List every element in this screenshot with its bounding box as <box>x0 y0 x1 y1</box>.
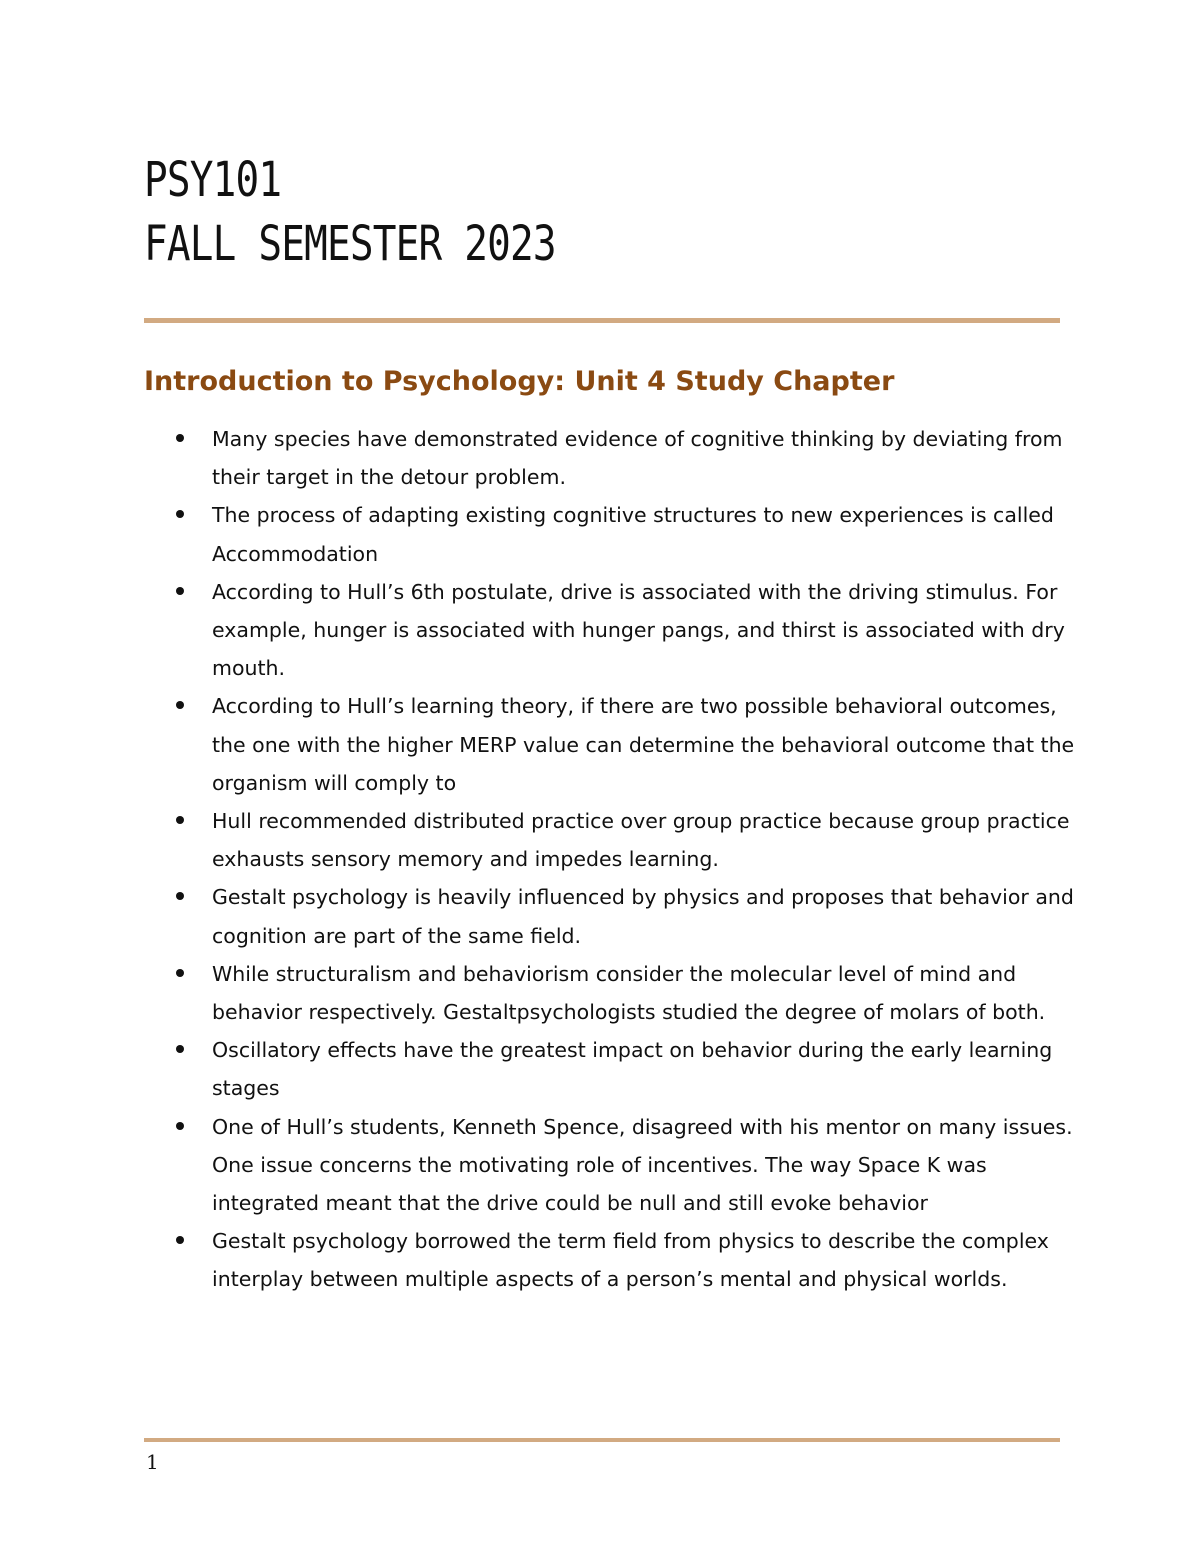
list-item <box>176 802 1076 878</box>
list-item-text: Hull recommended distributed practice over group practice because group practice exhausts sensory memory and impedes learning. <box>212 809 1070 872</box>
list-item <box>176 687 1076 802</box>
list-item <box>176 955 1076 1031</box>
bullet-icon <box>176 701 184 709</box>
footer-divider <box>144 1438 1060 1442</box>
list-item-text: According to Hull’s 6th postulate, drive is associated with the driving stimulus. For example, hunger is associated with hunger pangs, and thirst is associated with dry mouth. <box>212 579 1065 681</box>
list-item <box>176 420 1076 496</box>
bullet-icon <box>176 969 184 977</box>
bullet-icon <box>176 587 184 595</box>
list-item <box>176 1108 1076 1223</box>
bullet-icon <box>176 1236 184 1244</box>
header-divider <box>144 318 1060 323</box>
bullet-icon <box>176 816 184 824</box>
list-item <box>176 573 1076 688</box>
bullet-icon <box>176 510 184 518</box>
list-item-text: While structuralism and behaviorism consider the molecular level of mind and behavior respectively. Gestaltpsychologists studied the degree of molars of both. <box>212 961 1046 1025</box>
bullet-icon <box>176 892 184 900</box>
course-code: PSY101 <box>144 152 282 208</box>
list-item-text: Gestalt psychology is heavily influenced by physics and proposes that behavior and cognition are part of the same field. <box>212 885 1074 948</box>
bullet-icon <box>176 434 184 442</box>
bullet-icon <box>176 1122 184 1130</box>
semester-label: FALL SEMESTER 2023 <box>144 216 556 272</box>
list-item <box>176 878 1076 954</box>
list-item-text: The process of adapting existing cognitive structures to new experiences is called Accommodation <box>212 503 1054 566</box>
page-number: 1 <box>146 1450 159 1474</box>
list-item-text: Oscillatory effects have the greatest impact on behavior during the early learning stages <box>212 1038 1053 1101</box>
section-title: Introduction to Psychology: Unit 4 Study Chapter <box>144 366 895 397</box>
list-item <box>176 496 1076 572</box>
list-item-text: One of Hull’s students, Kenneth Spence, disagreed with his mentor on many issues. One issue concerns the motivating role of incentives. The way Space K was integrated meant that the drive could be null and still evoke behavior <box>212 1114 1073 1216</box>
list-item-text: According to Hull’s learning theory, if there are two possible behavioral outcomes, the one with the higher MERP value can determine the behavioral outcome that the organism will comply to <box>212 694 1075 795</box>
list-item-text: Gestalt psychology borrowed the term field from physics to describe the complex interplay between multiple aspects of a person’s mental and physical worlds. <box>212 1229 1049 1292</box>
bullet-list <box>176 420 1076 1299</box>
bullet-icon <box>176 1045 184 1053</box>
list-item-text: Many species have demonstrated evidence of cognitive thinking by deviating from their target in the detour problem. <box>212 427 1063 490</box>
list-item <box>176 1031 1076 1107</box>
document-header <box>144 148 1064 276</box>
list-item <box>176 1222 1076 1298</box>
